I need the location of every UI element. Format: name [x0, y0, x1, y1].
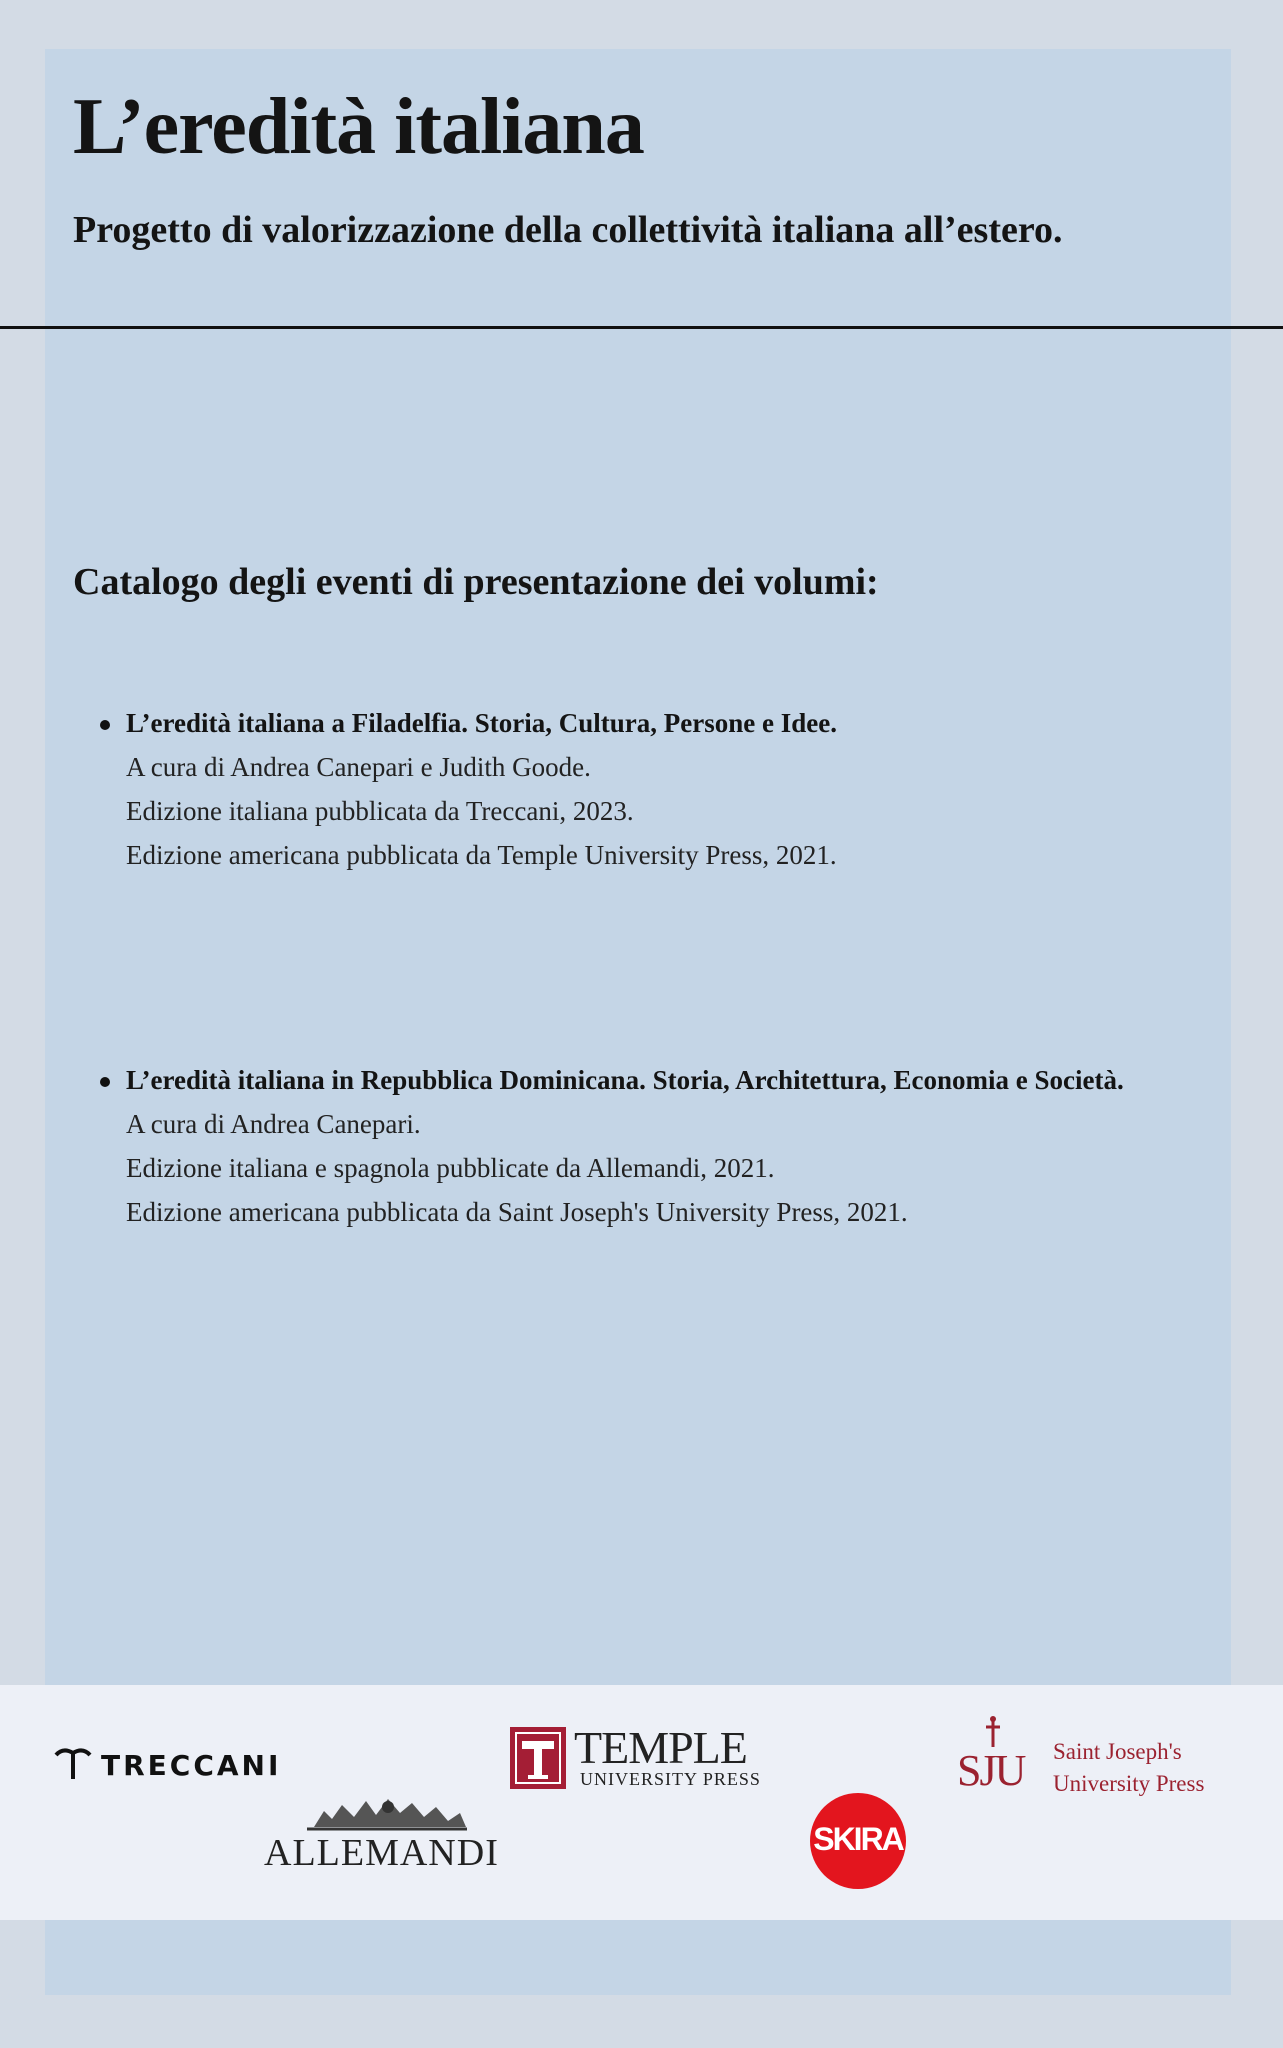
- entry-line: Edizione italiana pubblicata da Treccani, 2023.: [126, 796, 634, 826]
- page-title: L’eredità italiana: [73, 83, 644, 171]
- allemandi-engraving-icon: [302, 1793, 472, 1833]
- catalog-heading: Catalogo degli eventi di presentazione dei volumi:: [73, 561, 879, 603]
- temple-t-icon: [510, 1727, 566, 1789]
- publisher-logos: [0, 1685, 1283, 1920]
- temple-logo: [510, 1722, 780, 1797]
- sju-monogram: SJU: [957, 1746, 1025, 1795]
- treccani-wordmark: TRECCANI: [101, 1749, 282, 1782]
- allemandi-wordmark: ALLEMANDI: [264, 1832, 499, 1874]
- entry-line: Edizione italiana e spagnola pubblicate da Allemandi, 2021.: [126, 1153, 775, 1183]
- entry-title: L’eredità italiana a Filadelfia. Storia, Cultura, Persone e Idee.: [126, 708, 837, 738]
- sju-logo: [955, 1715, 1245, 1805]
- entry-line: Edizione americana pubblicata da Saint Joseph's University Press, 2021.: [126, 1197, 908, 1227]
- divider: [0, 326, 1283, 329]
- entry-line: Edizione americana pubblicata da Temple University Press, 2021.: [126, 840, 837, 870]
- skira-wordmark: SKIRA: [813, 1821, 903, 1857]
- entry-title: L’eredità italiana in Repubblica Dominicana. Storia, Architettura, Economia e Società.: [126, 1065, 1124, 1095]
- allemandi-logo: [262, 1793, 512, 1873]
- treccani-mark-icon: [53, 1745, 93, 1781]
- sju-name-line1: Saint Joseph's: [1053, 1739, 1182, 1764]
- skira-logo: [810, 1793, 910, 1893]
- entry-line: A cura di Andrea Canepari.: [126, 1109, 421, 1139]
- entry-line: A cura di Andrea Canepari e Judith Goode.: [126, 752, 591, 782]
- page-subtitle: Progetto di valorizzazione della collettività italiana all’estero.: [73, 209, 1063, 251]
- temple-subtitle: UNIVERSITY PRESS: [580, 1769, 761, 1789]
- bullet-icon: [100, 720, 110, 730]
- sju-name-line2: University Press: [1053, 1771, 1205, 1796]
- fleur-cross-icon: [983, 1715, 1003, 1749]
- temple-wordmark: TEMPLE: [574, 1722, 747, 1773]
- bullet-icon: [100, 1077, 110, 1087]
